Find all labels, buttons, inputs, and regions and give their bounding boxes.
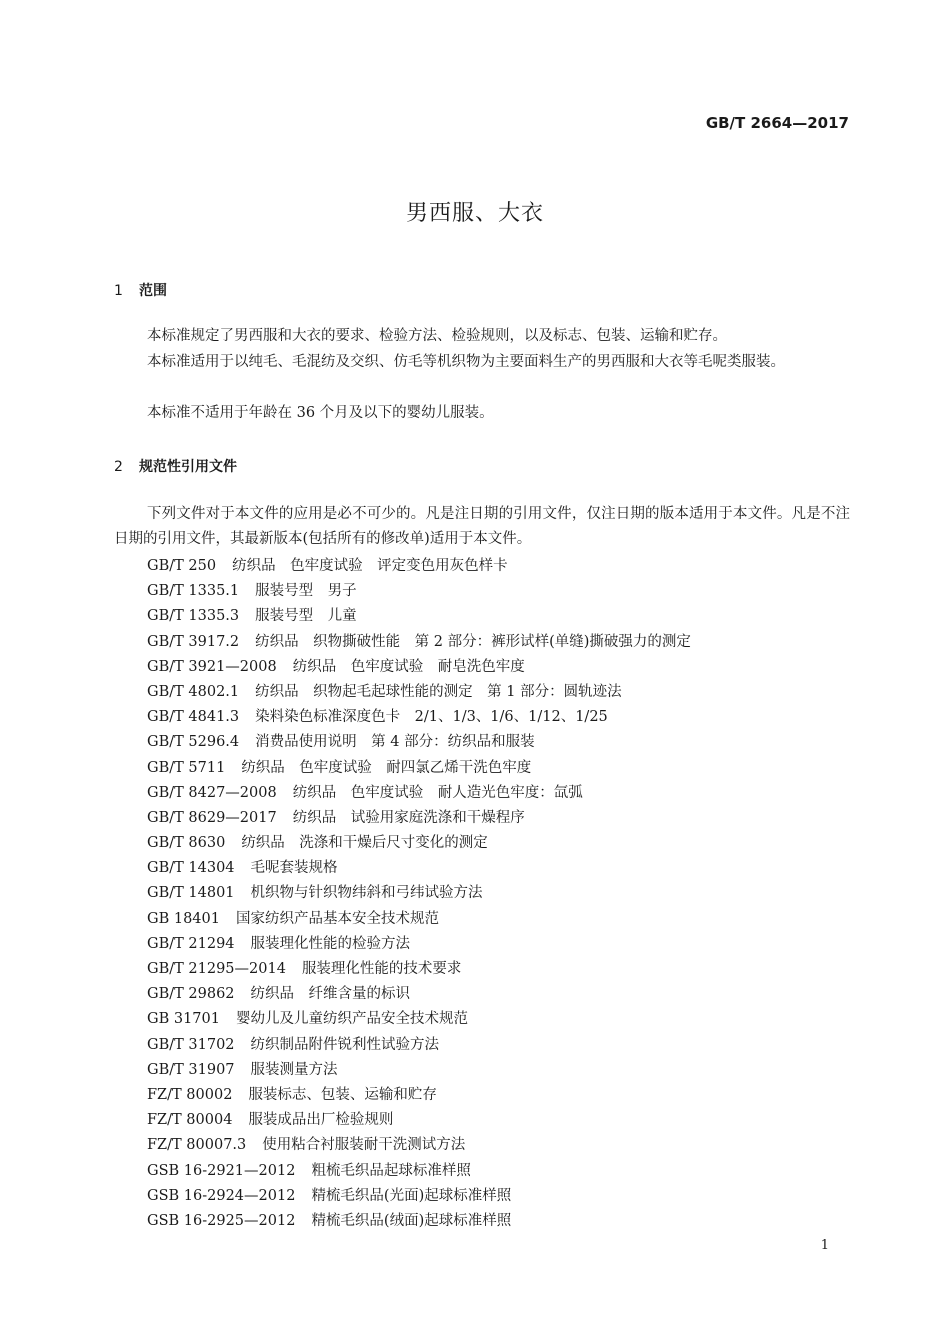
reference-title: 服装标志、包装、运输和贮存 xyxy=(248,1086,437,1103)
reference-title: 机织物与针织物纬斜和弓纬试验方法 xyxy=(250,885,483,902)
reference-code: GB/T 250 xyxy=(147,558,217,574)
reference-code: GB/T 4841.3 xyxy=(147,709,240,726)
reference-item xyxy=(147,680,847,705)
reference-code: GB/T 5296.4 xyxy=(147,734,240,751)
reference-item xyxy=(147,806,847,831)
reference-item xyxy=(147,579,847,604)
reference-item xyxy=(147,831,847,856)
standard-number: GB/T 2664—2017 xyxy=(705,114,849,132)
reference-item xyxy=(147,1108,847,1133)
section-1-title: 范围 xyxy=(139,283,167,299)
reference-title: 纺织品 洗涤和干燥后尺寸变化的测定 xyxy=(241,835,488,852)
reference-code: GB/T 29862 xyxy=(147,986,235,1003)
reference-item xyxy=(147,907,847,932)
scope-paragraph-1: 本标准规定了男西服和大衣的要求、检验方法、检验规则，以及标志、包装、运输和贮存。 xyxy=(147,328,727,344)
reference-title: 消费品使用说明 第 4 部分：纺织品和服装 xyxy=(255,734,535,751)
page-title: 男西服、大衣 xyxy=(405,201,544,226)
scope-paragraph-2: 本标准适用于以纯毛、毛混纺及交织、仿毛等机织物为主要面料生产的男西服和大衣等毛呢类服装。 xyxy=(147,354,785,370)
reference-item xyxy=(147,781,847,806)
reference-title: 纺织品 色牢度试验 耐人造光色牢度：氙弧 xyxy=(292,784,583,801)
reference-title: 纺织制品附件锐利性试验方法 xyxy=(250,1036,440,1053)
reference-title: 婴幼儿及儿童纺织产品安全技术规范 xyxy=(235,1011,468,1028)
section-2-number: 2 xyxy=(114,459,123,475)
reference-title: 纺织品 织物撕破性能 第 2 部分：裤形试样(单缝)撕破强力的测定 xyxy=(255,633,691,650)
reference-item xyxy=(147,932,847,957)
reference-code: GB/T 21294 xyxy=(147,935,235,952)
reference-item xyxy=(147,856,847,881)
reference-item xyxy=(147,1083,847,1108)
reference-title: 纺织品 色牢度试验 评定变色用灰色样卡 xyxy=(232,558,508,574)
reference-code: FZ/T 80002 xyxy=(147,1086,233,1103)
reference-title: 服装理化性能的技术要求 xyxy=(301,961,462,977)
reference-item xyxy=(147,1184,847,1209)
section-2-heading xyxy=(114,456,237,476)
reference-item xyxy=(147,705,847,730)
reference-code: GSB 16-2925—2012 xyxy=(147,1212,296,1229)
reference-title: 毛呢套装规格 xyxy=(250,860,338,877)
reference-code: GSB 16-2921—2012 xyxy=(147,1162,296,1179)
reference-item xyxy=(147,957,847,982)
reference-title: 服装号型 男子 xyxy=(255,583,357,600)
reference-code: GB/T 1335.1 xyxy=(147,583,240,600)
reference-code: GB/T 31702 xyxy=(147,1036,235,1053)
reference-title: 精梳毛织品(绒面)起球标准样照 xyxy=(311,1212,512,1229)
reference-item xyxy=(147,1033,847,1058)
reference-item xyxy=(147,756,847,781)
section-1-number: 1 xyxy=(114,283,123,299)
reference-title: 纺织品 织物起毛起球性能的测定 第 1 部分：圆轨迹法 xyxy=(255,683,622,700)
reference-code: GB/T 8629—2017 xyxy=(147,809,277,826)
reference-item xyxy=(147,630,847,655)
reference-title: 服装成品出厂检验规则 xyxy=(248,1112,394,1129)
reference-item xyxy=(147,1159,847,1184)
reference-item xyxy=(147,1133,847,1158)
reference-item xyxy=(147,730,847,755)
reference-title: 服装理化性能的检验方法 xyxy=(250,935,411,952)
reference-code: GB/T 4802.1 xyxy=(147,683,240,700)
reference-code: GB/T 21295—2014 xyxy=(147,961,286,977)
section-1-heading xyxy=(114,280,167,300)
reference-title: 纺织品 色牢度试验 耐四氯乙烯干洗色牢度 xyxy=(241,759,532,776)
reference-item xyxy=(147,1058,847,1083)
reference-code: GB/T 8427—2008 xyxy=(147,784,277,801)
reference-item xyxy=(147,982,847,1007)
reference-list xyxy=(147,554,847,1234)
reference-item xyxy=(147,655,847,680)
reference-code: GB 18401 xyxy=(147,910,220,927)
reference-item xyxy=(147,881,847,906)
reference-code: GB/T 1335.3 xyxy=(147,608,240,625)
reference-title: 使用粘合衬服装耐干洗测试方法 xyxy=(262,1137,466,1154)
reference-title: 服装号型 儿童 xyxy=(255,608,357,625)
reference-item xyxy=(147,554,847,579)
reference-item xyxy=(147,1209,847,1234)
reference-code: GB/T 3921—2008 xyxy=(147,658,277,675)
reference-title: 纺织品 纤维含量的标识 xyxy=(250,986,411,1003)
reference-title: 国家纺织产品基本安全技术规范 xyxy=(235,910,439,927)
reference-title: 粗梳毛织品起球标准样照 xyxy=(311,1162,471,1179)
reference-code: FZ/T 80007.3 xyxy=(147,1137,247,1154)
page-number: 1 xyxy=(820,1238,829,1253)
reference-title: 服装测量方法 xyxy=(250,1061,338,1078)
reference-code: GB/T 8630 xyxy=(147,835,226,852)
reference-code: GB/T 14304 xyxy=(147,860,235,877)
reference-code: GB/T 5711 xyxy=(147,759,226,776)
reference-code: GSB 16-2924—2012 xyxy=(147,1187,296,1204)
reference-item xyxy=(147,1007,847,1032)
reference-item xyxy=(147,604,847,629)
reference-title: 纺织品 试验用家庭洗涤和干燥程序 xyxy=(292,809,525,826)
reference-title: 精梳毛织品(光面)起球标准样照 xyxy=(311,1187,512,1204)
reference-code: FZ/T 80004 xyxy=(147,1112,233,1129)
references-intro: 下列文件对于本文件的应用是必不可少的。凡是注日期的引用文件，仅注日期的版本适用于本文件。凡是不注日期的引用文件，其最新版本(包括所有的修改单)适用于本文件。 xyxy=(114,506,850,547)
reference-code: GB 31701 xyxy=(147,1011,220,1028)
reference-code: GB/T 3917.2 xyxy=(147,633,240,650)
scope-paragraph-3: 本标准不适用于年龄在 36 个月及以下的婴幼儿服装。 xyxy=(147,405,494,421)
section-2-title: 规范性引用文件 xyxy=(139,459,237,475)
reference-title: 纺织品 色牢度试验 耐皂洗色牢度 xyxy=(292,658,525,675)
reference-title: 染料染色标准深度色卡 2/1、1/3、1/6、1/12、1/25 xyxy=(255,709,608,726)
reference-code: GB/T 14801 xyxy=(147,885,235,902)
reference-code: GB/T 31907 xyxy=(147,1061,235,1078)
